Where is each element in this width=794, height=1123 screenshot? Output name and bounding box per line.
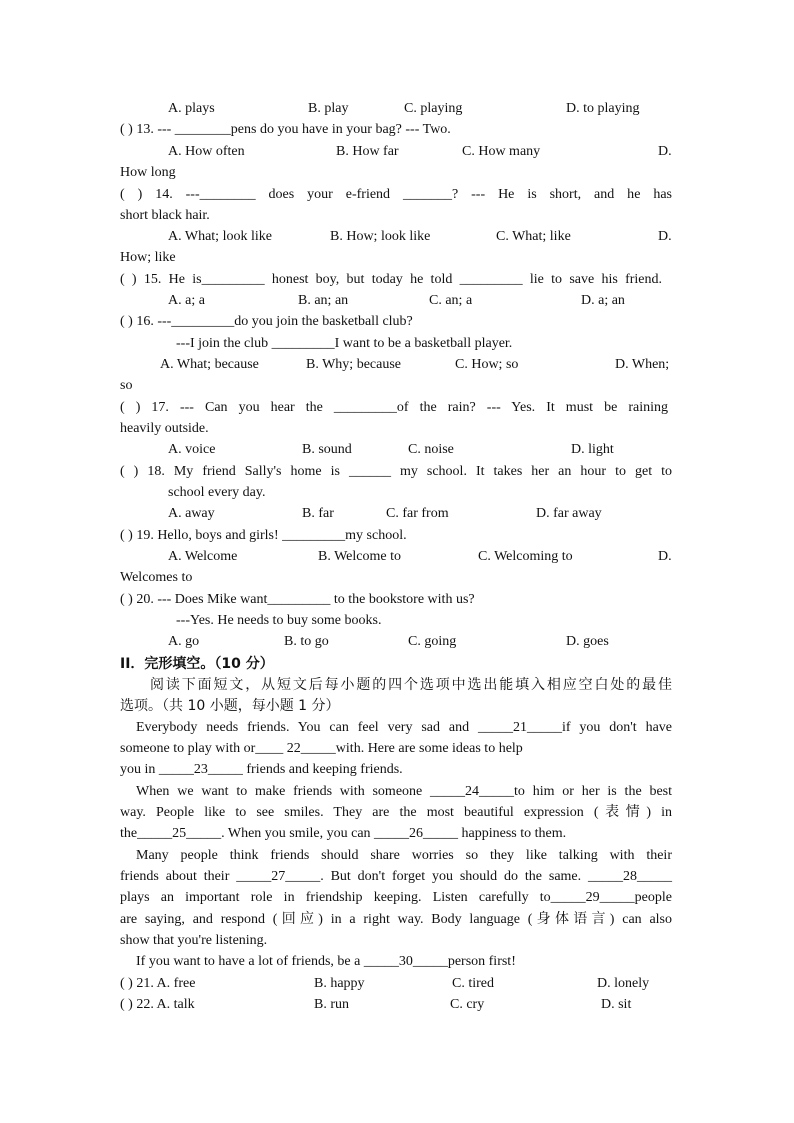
q12-option-c: C. playing (404, 101, 463, 116)
q20-option-a: A. go (168, 634, 200, 649)
q16-option-b: B. Why; because (306, 357, 401, 372)
q18-stem-cont: school every day. (168, 485, 266, 500)
q16-stem: ( ) 16. ---_________do you join the basketball club? (120, 314, 413, 329)
q19-option-d-text: Welcomes to (120, 570, 193, 585)
q19-stem: ( ) 19. Hello, boys and girls! _________my school. (120, 528, 407, 543)
q20-option-b: B. to go (284, 634, 329, 649)
q17-stem: ( ) 17. --- Can you hear the _________of the rain? --- Yes. It must be raining (120, 400, 668, 415)
passage-line: someone to play with or____ 22_____with. Here are some ideas to help (120, 741, 523, 756)
passage-line: are saying, and respond (回应) in a right way. Body language (身体语言) can also (120, 912, 672, 927)
section-instructions: 阅读下面短文，从短文后每小题的四个选项中选出能填入相应空白处的最佳 (150, 677, 672, 693)
q19-option-b: B. Welcome to (318, 549, 401, 564)
q14-stem-cont: short black hair. (120, 208, 210, 223)
q21-stem: ( ) 21. A. free (120, 976, 196, 991)
q12-option-d: D. to playing (566, 101, 640, 116)
q19-option-d: D. (658, 549, 672, 564)
q16-option-d-text: so (120, 378, 133, 393)
q21-option-b: B. happy (314, 976, 365, 991)
q18-option-c: C. far from (386, 506, 449, 521)
q19-option-c: C. Welcoming to (478, 549, 573, 564)
q17-option-d: D. light (571, 442, 614, 457)
section-heading: II．完形填空。（10 分） (120, 656, 274, 672)
section-instructions-cont: 选项。（共 10 小题，每小题 1 分） (120, 698, 340, 714)
q21-option-d: D. lonely (597, 976, 650, 991)
q13-option-c: C. How many (462, 144, 541, 159)
q20-option-d: D. goes (566, 634, 609, 649)
q16-option-a: A. What; because (160, 357, 259, 372)
q18-option-b: B. far (302, 506, 334, 521)
passage-line: If you want to have a lot of friends, be a _____30_____person first! (136, 954, 516, 969)
passage-line: you in _____23_____ friends and keeping friends. (120, 762, 403, 777)
passage-line: When we want to make friends with someone _____24_____to him or her is the best (136, 784, 672, 799)
q14-option-d-text: How; like (120, 250, 176, 265)
q12-option-b: B. play (308, 101, 349, 116)
q13-option-a: A. How often (168, 144, 245, 159)
q17-option-b: B. sound (302, 442, 352, 457)
q18-option-d: D. far away (536, 506, 602, 521)
q16-option-d: D. When; (615, 357, 670, 372)
passage-line: the_____25_____. When you smile, you can _____26_____ happiness to them. (120, 826, 567, 841)
q16-stem-cont: ---I join the club _________I want to be a basketball player. (176, 336, 513, 351)
q15-option-b: B. an; an (298, 293, 349, 308)
q22-stem: ( ) 22. A. talk (120, 997, 195, 1012)
q20-stem: ( ) 20. --- Does Mike want_________ to the bookstore with us? (120, 592, 475, 607)
q14-stem: ( ) 14. ---________ does your e-friend _______? --- He is short, and he has (120, 187, 672, 202)
q20-stem-cont: ---Yes. He needs to buy some books. (176, 613, 382, 628)
q22-option-c: C. cry (450, 997, 485, 1012)
q16-option-c: C. How; so (455, 357, 519, 372)
passage-line: show that you're listening. (120, 933, 268, 948)
passage-line: plays an important role in friendship keeping. Listen carefully to_____29_____people (120, 890, 672, 905)
q18-stem: ( ) 18. My friend Sally's home is ______ my school. It takes her an hour to get to (120, 464, 672, 479)
q13-stem: ( ) 13. --- ________pens do you have in your bag? --- Two. (120, 122, 451, 137)
q19-option-a: A. Welcome (168, 549, 238, 564)
q21-option-c: C. tired (452, 976, 494, 991)
q18-option-a: A. away (168, 506, 215, 521)
q17-option-a: A. voice (168, 442, 216, 457)
q13-option-d: D. (658, 144, 672, 159)
q15-stem: ( ) 15. He is_________ honest boy, but today he told _________ lie to save his friend. (120, 272, 662, 287)
q17-stem-cont: heavily outside. (120, 421, 209, 436)
q15-option-a: A. a; a (168, 293, 205, 308)
q14-option-a: A. What; look like (168, 229, 272, 244)
passage-line: way. People like to see smiles. They are the most beautiful expression (表情) in (120, 805, 672, 820)
passage-line: friends about their _____27_____. But don't forget you should do the same. _____28_____ (120, 869, 672, 884)
q14-option-d: D. (658, 229, 672, 244)
q15-option-d: D. a; an (581, 293, 625, 308)
q22-option-d: D. sit (601, 997, 632, 1012)
passage-line: Many people think friends should share worries so they like talking with their (136, 848, 672, 863)
q13-option-b: B. How far (336, 144, 399, 159)
q14-option-b: B. How; look like (330, 229, 431, 244)
q12-option-a: A. plays (168, 101, 215, 116)
q17-option-c: C. noise (408, 442, 454, 457)
q20-option-c: C. going (408, 634, 457, 649)
q14-option-c: C. What; like (496, 229, 571, 244)
q22-option-b: B. run (314, 997, 349, 1012)
q15-option-c: C. an; a (429, 293, 473, 308)
q13-option-d-text: How long (120, 165, 176, 180)
passage-line: Everybody needs friends. You can feel very sad and _____21_____if you don't have (136, 720, 672, 735)
